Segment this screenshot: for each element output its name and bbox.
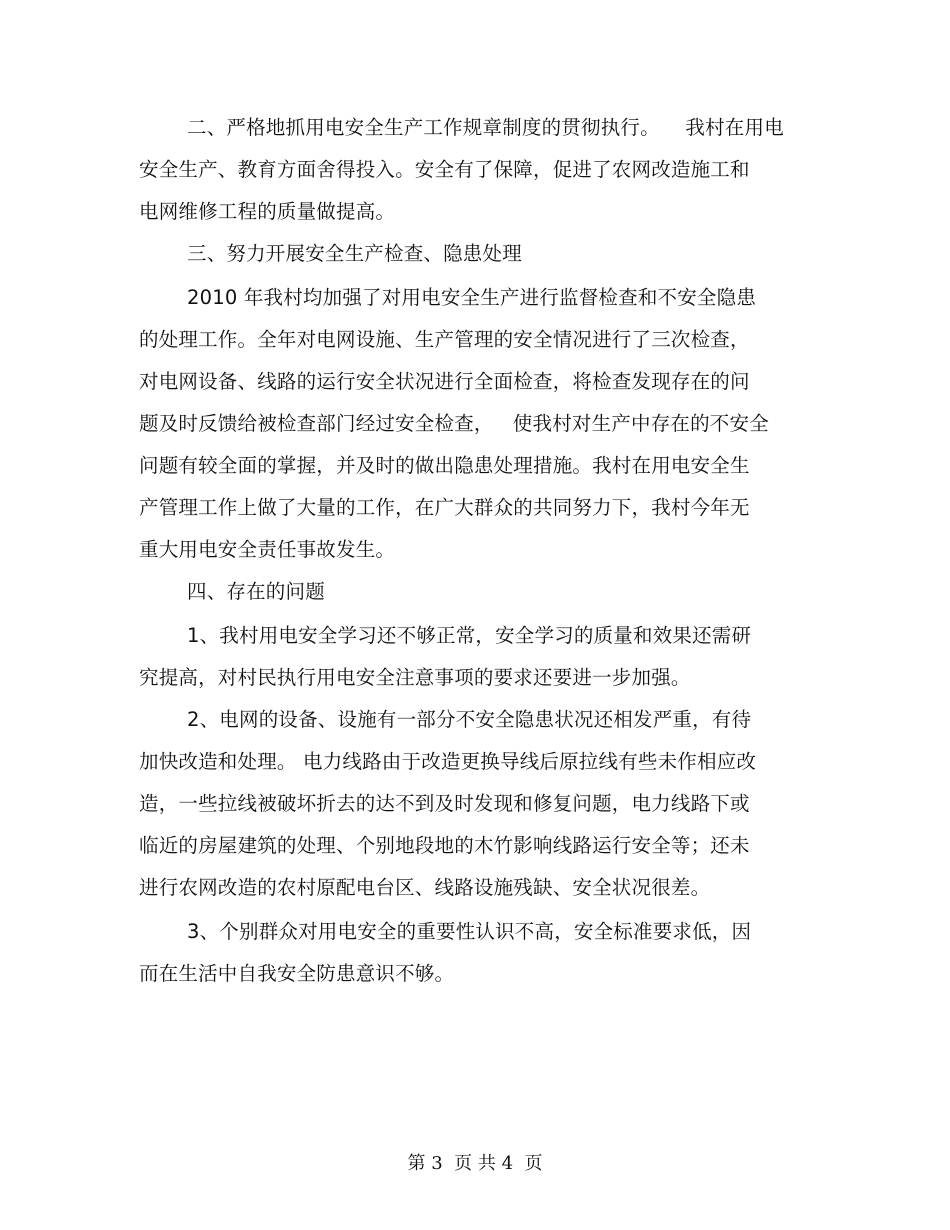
text-line: 重大用电安全责任事故发生。 — [139, 538, 396, 561]
section-heading: 四、存在的问题 — [187, 580, 325, 603]
text-line: 究提高，对村民执行用电安全注意事项的要求还要进一步加强。 — [139, 666, 691, 689]
text-line: 产管理工作上做了大量的工作，在广大群众的共同努力下，我村今年无 — [139, 496, 750, 519]
text-line: 电网维修工程的质量做提高。 — [139, 200, 396, 223]
text-line: 造，一些拉线被破坏折去的达不到及时发现和修复问题，电力线路下或 — [139, 792, 750, 815]
text-line: 安全生产、教育方面舍得投入。安全有了保障，促进了农网改造施工和 — [139, 158, 750, 181]
page-number-footer: 第 3 页 共 4 页 — [407, 1153, 543, 1174]
text-line: 加快改造和处理。 电力线路由于改造更换导线后原拉线有些未作相应改 — [139, 750, 757, 773]
text-line: 3、个别群众对用电安全的重要性认识不高，安全标准要求低，因 — [187, 920, 752, 943]
text-line: 进行农网改造的农村原配电台区、线路设施残缺、安全状况很差。 — [139, 876, 711, 899]
text-line: 而在生活中自我安全防患意识不够。 — [139, 962, 455, 985]
section-heading: 三、努力开展安全生产检查、隐患处理 — [187, 242, 522, 265]
text-line: 2、电网的设备、设施有一部分不安全隐患状况还相发严重，有待 — [187, 708, 752, 731]
text-line: 的处理工作。全年对电网设施、生产管理的安全情况进行了三次检查， — [139, 328, 750, 351]
text-line: 临近的房屋建筑的处理、个别地段地的木竹影响线路运行安全等；还未 — [139, 834, 750, 857]
text-line: 问题有较全面的掌握，并及时的做出隐患处理措施。我村在用电安全生 — [139, 454, 750, 477]
text-line: 2010 年我村均加强了对用电安全生产进行监督检查和不安全隐患 — [187, 286, 757, 309]
text-line: 二、严格地抓用电安全生产工作规章制度的贯彻执行。 我村在用电 — [187, 116, 784, 139]
text-line: 对电网设备、线路的运行安全状况进行全面检查，将检查发现存在的问 — [139, 370, 750, 393]
text-line: 题及时反馈给被检查部门经过安全检查， 使我村对生产中存在的不安全 — [139, 412, 769, 435]
text-line: 1、我村用电安全学习还不够正常，安全学习的质量和效果还需研 — [187, 624, 752, 647]
